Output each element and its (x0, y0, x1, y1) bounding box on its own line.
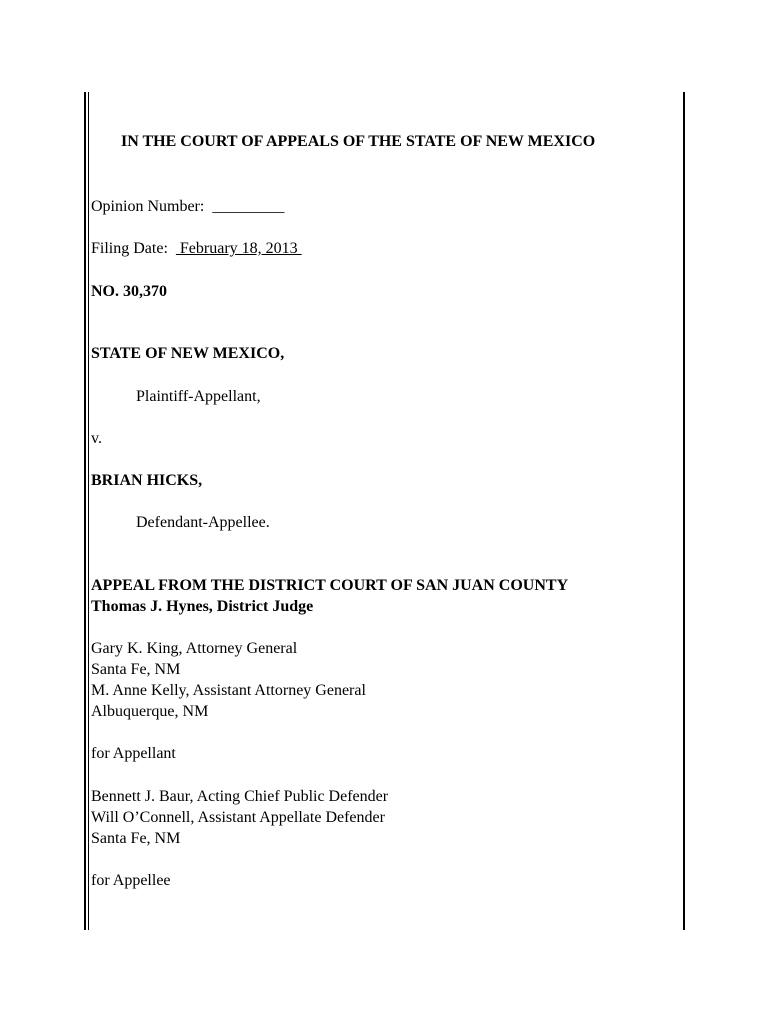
district-judge: Thomas J. Hynes, District Judge (91, 598, 314, 615)
appellee-counsel-line: Will O’Connell, Assistant Appellate Defender (91, 809, 385, 826)
appellee-counsel-line: Bennett J. Baur, Acting Chief Public Defender (91, 788, 389, 805)
versus: v. (91, 430, 102, 447)
appellant-counsel-line: Gary K. King, Attorney General (91, 640, 298, 657)
defendant-role: Defendant-Appellee. (136, 514, 270, 531)
plaintiff-role: Plaintiff-Appellant, (136, 388, 261, 405)
plaintiff-name: STATE OF NEW MEXICO, (91, 345, 285, 362)
left-margin-rule-inner (88, 92, 89, 930)
filing-date-line (91, 238, 302, 259)
filing-date-value: February 18, 2013 (175, 240, 302, 257)
appellant-counsel-line: Albuquerque, NM (91, 703, 209, 720)
appellee-counsel-line: Santa Fe, NM (91, 830, 181, 847)
defendant-name: BRIAN HICKS, (91, 472, 203, 489)
right-margin-rule (683, 92, 685, 930)
opinion-number-line (91, 196, 284, 217)
appellant-counsel-line: M. Anne Kelly, Assistant Attorney General (91, 682, 366, 699)
filing-date-label: Filing Date: (91, 240, 168, 257)
appeal-heading: APPEAL FROM THE DISTRICT COURT OF SAN JUAN COUNTY (91, 577, 569, 594)
court-heading: IN THE COURT OF APPEALS OF THE STATE OF NEW MEXICO (121, 133, 596, 150)
left-margin-rule (84, 92, 86, 930)
appellant-counsel-line: Santa Fe, NM (91, 661, 181, 678)
opinion-number-value: _________ (212, 198, 285, 215)
case-number: NO. 30,370 (91, 283, 167, 300)
for-appellant: for Appellant (91, 745, 176, 762)
for-appellee: for Appellee (91, 872, 171, 889)
opinion-number-label: Opinion Number: (91, 198, 205, 215)
